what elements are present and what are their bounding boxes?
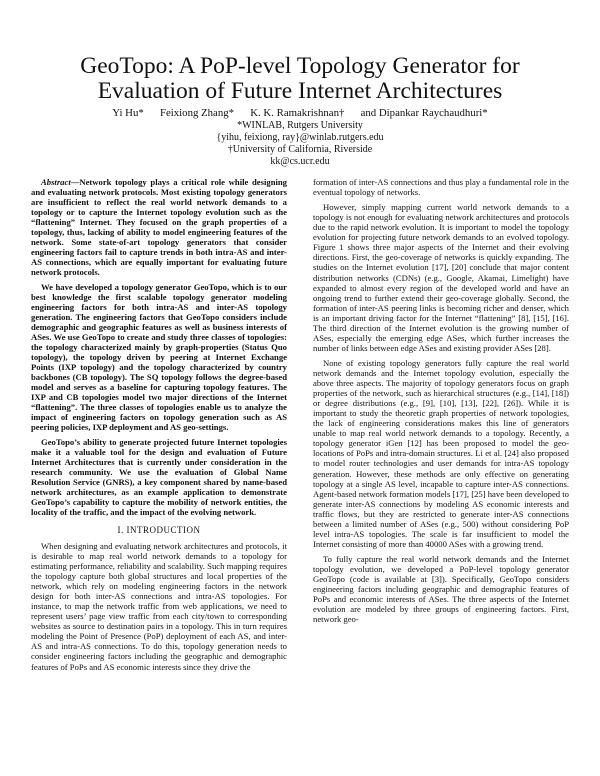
section-heading-introduction: I. INTRODUCTION <box>117 524 201 535</box>
abstract-paragraph <box>31 177 287 277</box>
intro-paragraph: When designing and evaluating network architectures and protocols, it is desirable to map real world network demands to a topology for estimating performance, reliability and scalability. Such mapping requires the topology capture both global structures and local properties of the network, which rely on modeling engineering factors in the network design for both inter-AS connections and intra-AS topologies. For instance, to map the network traffic from web applications, we need to represent users’ page view traffic from each city/town to corresponding websites as source to destination pairs in a topology. This in turn requires modeling the Point of Presence (PoP) deployment of each AS, and inter-AS and intra-AS connections. To do this, topology generation needs to consider engineering factors including the geographic and demographic features of PoPs and AS economic interests since they drive the <box>31 540 287 672</box>
email-ucr: kk@cs.ucr.edu <box>270 156 330 167</box>
paper-title-line-2: Evaluation of Future Internet Architectures <box>97 78 503 104</box>
paper-title-line-1: GeoTopo: A PoP-level Topology Generator for <box>80 53 520 79</box>
body-paragraph: None of existing topology generators fully capture the real world network demands and the Internet topology evolution, especially the above three aspects. The majority of topology generators focus on graph properties of the network, such as hierarchical structures (e.g., [14], [18]) or degree distributions (e.g., [9], [10], [13], [22], [26]). While it is important to study the theoretic graph properties of network topologies, the lack of engineering considerations makes this line of generators unable to map real world network demands to a topology. Recently, a topology generator iGen [12] has been proposed to model the geo-locations of PoPs and intra-domain structures. Li et al. [24] also proposed to model router technologies and user demands for intra-AS topology generation. However, these methods are only effective on generating topology at a single AS level, incapable to capture inter-AS connections. Agent-based network formation models [17], [25] have been developed to generate inter-AS connections by modeling AS economic interests and traffic flows, but they are restricted to generate inter-AS connections between a limited number of ASes (e.g., 500) without considering PoP level intra-AS topologies. The scale is far insufficient to model the Internet consisting of more than 40000 ASes with a growing trend. <box>313 357 569 549</box>
email-winlab: {yihu, feixiong, ray}@winlab.rutgers.edu <box>216 132 384 143</box>
abstract-text-1: —Network topology plays a critical role while designing and evaluating network protocols. Most existing topology generators are insufficient to reflect the real world network demands to a topology or to capture the Internet topology evolution such as the “flattening” Internet. They focused on the graph properties of a topology, thus, lacking of ability to model engineering features of the network. Some state-of-art topology generators that consider engineering factors fail to capture trends in both intra-AS and inter-AS connections, which are equally important for evaluating future network protocols. <box>31 177 287 278</box>
right-column <box>313 177 569 629</box>
body-paragraph: formation of inter-AS connections and thus play a fundamental role in the eventual topology of networks. <box>313 177 569 198</box>
abstract <box>31 177 287 517</box>
affiliation-ucr: †University of California, Riverside <box>227 144 373 155</box>
abstract-label: Abstract <box>41 177 71 187</box>
abstract-paragraph: GeoTopo’s ability to generate projected future Internet topologies make it a valuable tool for the design and evaluation of Future Internet Architectures that is currently under consideration in the research community. We use the evaluation of Global Name Resolution Service (GNRS), a key component shared by name-based network architectures, as an example application to demonstrate GeoTopo’s capability to capture the mobility of network entities, the locality of the traffic, and the impact of the evolving network. <box>31 436 287 517</box>
left-column <box>31 177 287 676</box>
author-list: Yi Hu* Feixiong Zhang* K. K. Ramakrishnan† and Dipankar Raychaudhuri* <box>112 107 488 119</box>
affiliation-winlab: *WINLAB, Rutgers University <box>237 120 363 131</box>
abstract-paragraph: We have developed a topology generator GeoTopo, which is to our best knowledge the first scalable topology generator modeling engineering factors for both intra-AS and inter-AS topology generation. The engineering factors that GeoTopo considers include demographic and geographic features as well as business interests of ASes. We use GeoTopo to create and study three classes of topologies: the topology characterized mainly by graph-properties (Status Quo topology), the topology driven by peering at Internet Exchange Points (IXP topology) and the topology characterized by country backbones (CB topology). The SQ topology follows the degree-based model and serves as a baseline for capturing topology features. The IXP and CB topologies model two major directions of the Internet “flattening”. The three classes of topologies enable us to analyze the impact of engineering factors on topology generation such as AS peering policies, IXP deployment and AS geo-settings. <box>31 281 287 433</box>
body-paragraph: However, simply mapping current world network demands to a topology is not enough for evaluating network architectures and protocols due to the rapid network evolution. It is important to model the topology evolution for projecting future network demands to an evolved topology. Figure 1 shows three major aspects of the Internet and their evolving directions. First, the geo-coverage of networks is quickly expanding. The studies on the Internet evolution [17], [20] conclude that major content distribution networks (CDNs) (e.g., Google, Akamai, Limelight) have expanded to almost every region of the developed world and have an ongoing trend to further extend their geo-coverage globally. Second, the formation of inter-AS peering links is becoming richer and denser, which is an important driving factor for the Internet “flattening” [8], [15], [16]. The third direction of the Internet evolution is the growing number of ASes, especially the emerging edge ASes, which further increases the number of links between edge ASes and existing provider ASes [28]. <box>313 202 569 353</box>
body-paragraph: To fully capture the real world network demands and the Internet topology evolution, we developed a PoP-level topology generator GeoTopo (code is available at [3]). Specifically, GeoTopo considers engineering factors including geographic and demographic features of PoPs and economic interests of ASes. The three aspects of the Internet evolution are modeled by three groups of engineering factors. First, network geo- <box>313 553 569 625</box>
